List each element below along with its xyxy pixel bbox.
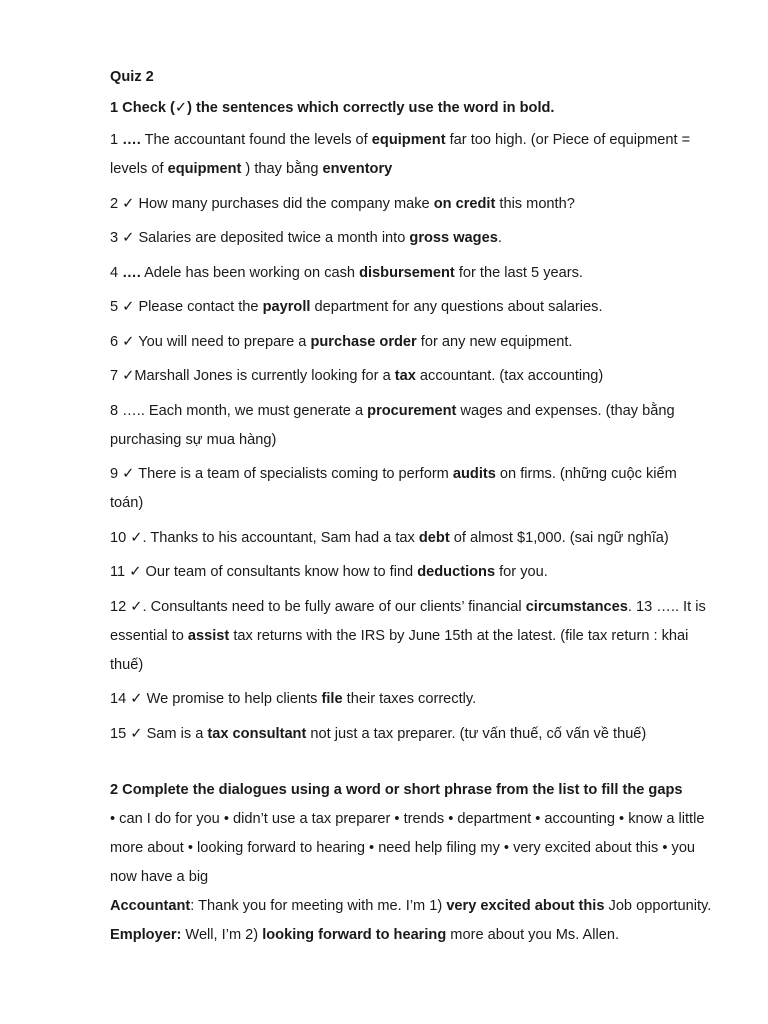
text-run: 11 ✓ Our team of consultants know how to find [110, 564, 418, 580]
bold-term: equipment [167, 161, 242, 177]
bold-term: enventory [322, 161, 393, 177]
text-run: 7 ✓Marshall Jones is currently looking for a [110, 368, 395, 384]
quiz-item [110, 685, 714, 714]
quiz-item [110, 126, 714, 184]
bold-term: Accountant [110, 898, 191, 914]
bold-term: disbursement [359, 264, 455, 281]
text-run: of almost $1,000. (sai ngữ nghĩa) [449, 529, 669, 546]
bold-term: gross wages [409, 230, 498, 246]
text-run: The accountant found the levels of [140, 132, 372, 148]
bold-term: debt [418, 529, 450, 546]
bold-term: equipment [371, 132, 446, 148]
bold-term: …. [122, 264, 141, 281]
quiz-item [110, 328, 714, 357]
text-run: ) thay bằng [241, 161, 323, 177]
text-run: accountant. (tax accounting) [415, 368, 604, 384]
text-run: for you. [495, 564, 548, 580]
dialogue [110, 892, 714, 950]
text-run: wages and expenses. (thay bằng purchasing sự mua hàng) [110, 402, 675, 448]
quiz-item [110, 397, 714, 455]
bold-term: audits [452, 466, 496, 482]
bold-term: file [321, 691, 343, 707]
bold-term: …. [122, 132, 141, 148]
text-run: 10 ✓. Thanks to his accountant, Sam had a tax [110, 529, 419, 546]
text-run: 2 ✓ How many purchases did the company make [110, 195, 434, 212]
text-run: 6 ✓ You will need to prepare a [110, 333, 311, 350]
quiz-item [110, 259, 714, 288]
quiz-item [110, 224, 714, 253]
bold-term: very excited about this [446, 898, 605, 914]
text-run: Adele has been working on cash [140, 264, 360, 281]
quiz-title: Quiz 2 [110, 69, 154, 85]
quiz-item [110, 593, 714, 680]
bold-term: on credit [433, 195, 496, 212]
text-run: Job opportunity. [604, 898, 712, 914]
text-run: 8 ….. Each month, we must generate a [110, 402, 368, 419]
text-run: 3 ✓ Salaries are deposited twice a month into [110, 230, 410, 246]
text-run: : Thank you for meeting with me. I’m 1) [190, 898, 447, 914]
quiz-item [110, 524, 714, 553]
quiz-item [110, 460, 714, 518]
text-run: this month? [495, 195, 575, 212]
section1-heading: 1 Check (✓) the sentences which correctly use the word in bold. [110, 100, 555, 116]
bold-term: tax [394, 368, 416, 384]
quiz-item [110, 362, 714, 391]
text-run: more about you Ms. Allen. [446, 927, 620, 943]
quiz-item [110, 190, 714, 219]
text-run: . [497, 230, 502, 246]
bold-term: Employer: [110, 927, 182, 943]
text-run: 12 ✓. Consultants need to be fully aware of our clients’ financial [110, 598, 526, 615]
text-run: for the last 5 years. [454, 264, 583, 281]
text-run: 5 ✓ Please contact the [110, 299, 263, 315]
text-run: not just a tax preparer. (tư vấn thuế, cố vấn về thuế) [306, 725, 647, 742]
word-list: • can I do for you • didn’t use a tax preparer • trends • department • accounting • know a little more about • looking forward to hearing • need help filing my • very excited about this • you now have a big [110, 811, 705, 885]
text-run: on firms. (những cuộc kiểm toán) [110, 466, 677, 511]
bold-term: looking forward to hearing [262, 927, 447, 943]
quiz-item [110, 293, 714, 322]
bold-term: purchase order [310, 333, 417, 350]
text-run: far too high. (or Piece of equipment = levels of [110, 132, 691, 177]
quiz-item [110, 720, 714, 749]
bold-term: circumstances [525, 598, 628, 615]
dialogue-line [110, 892, 714, 921]
bold-term: procurement [367, 402, 457, 419]
text-run: their taxes correctly. [342, 691, 477, 707]
dialogue-line [110, 921, 714, 950]
text-run: 4 [110, 264, 123, 281]
text-run: tax returns with the IRS by June 15th at the latest. (file tax return : khai thuế) [110, 627, 689, 673]
text-run: 14 ✓ We promise to help clients [110, 691, 322, 707]
text-run: department for any questions about salaries. [310, 299, 603, 315]
bold-term: deductions [417, 564, 496, 580]
text-run: . 13 ….. It is essential to [110, 598, 706, 644]
section1-items [110, 126, 714, 749]
text-run: 9 ✓ There is a team of specialists coming to perform [110, 466, 453, 482]
section2-heading: 2 Complete the dialogues using a word or short phrase from the list to fill the gaps [110, 782, 683, 798]
bold-term: payroll [262, 299, 311, 315]
bold-term: assist [187, 627, 230, 644]
text-run: 15 ✓ Sam is a [110, 725, 208, 742]
text-run: for any new equipment. [416, 333, 573, 350]
text-run: Well, I’m 2) [181, 927, 263, 943]
text-run: 1 [110, 132, 123, 148]
quiz-item [110, 558, 714, 587]
bold-term: tax consultant [207, 725, 307, 742]
section-gap [110, 754, 714, 776]
